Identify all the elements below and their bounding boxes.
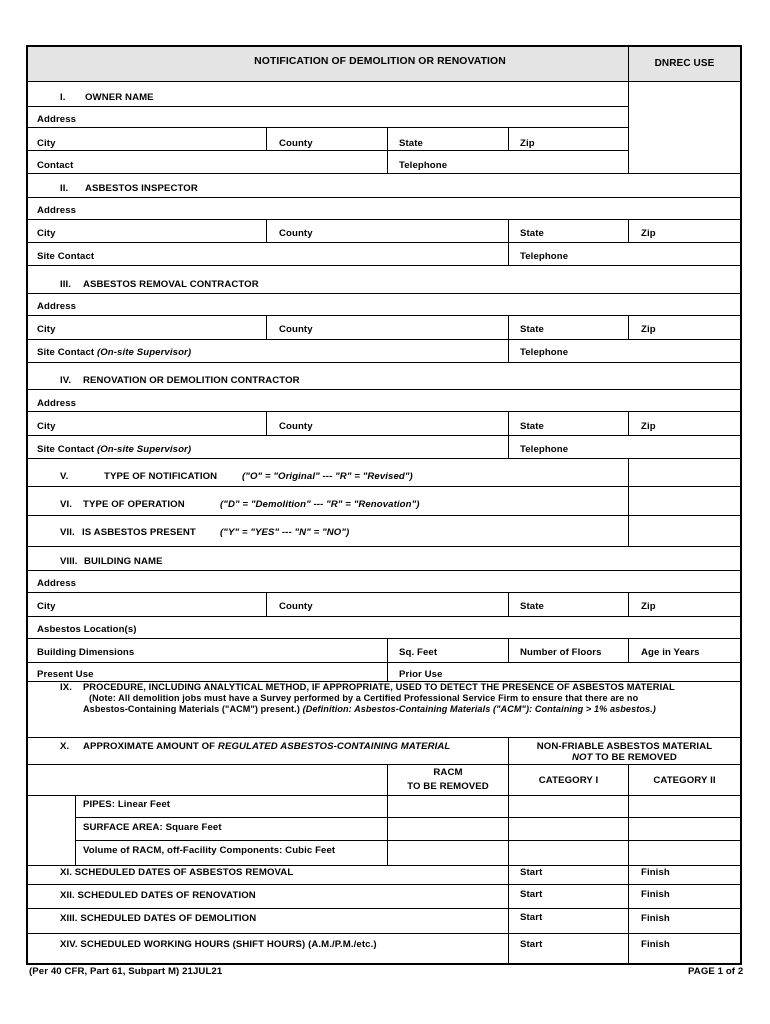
working-hours-label: XIV. SCHEDULED WORKING HOURS (SHIFT HOURS) (A.M./P.M./etc.) <box>60 939 377 950</box>
rule <box>508 592 509 616</box>
rule <box>508 127 509 150</box>
owner-section-number: I. <box>60 92 66 103</box>
rule <box>508 865 509 964</box>
removal-site-contact-label <box>37 347 191 358</box>
procedure-note-line1: (Note: All demolition jobs must have a Survey performed by a Certified Professional Service Firm to ensure that there are no <box>89 693 639 703</box>
rule <box>27 219 741 220</box>
amount-label-text: APPROXIMATE AMOUNT OF <box>83 741 216 752</box>
notification-number: V. <box>60 471 69 482</box>
owner-address-label: Address <box>37 114 77 125</box>
inspector-section-heading: ASBESTOS INSPECTOR <box>85 183 198 194</box>
amount-number: X. <box>60 741 70 752</box>
nonfriable-heading-line2 <box>509 752 740 763</box>
rule <box>387 638 388 681</box>
rule <box>75 795 76 865</box>
procedure-note-line2 <box>83 704 656 715</box>
rule <box>27 173 741 174</box>
removal-city-label: City <box>37 324 56 335</box>
asbestos-location-label: Asbestos Location(s) <box>37 624 137 635</box>
rule <box>27 908 741 909</box>
rule <box>27 884 741 885</box>
rule <box>27 435 741 436</box>
sq-feet-label: Sq. Feet <box>399 647 438 658</box>
present-label: IS ASBESTOS PRESENT <box>82 527 196 538</box>
rule <box>27 293 741 294</box>
footer-citation: (Per 40 CFR, Part 61, Subpart M) 21JUL21 <box>29 966 223 977</box>
rule <box>27 616 741 617</box>
renovation-site-contact-note: (On-site Supervisor) <box>96 444 192 455</box>
removal-state-label: State <box>520 324 544 335</box>
rule <box>628 865 629 964</box>
rule <box>27 458 741 459</box>
building-county-label: County <box>279 601 313 612</box>
inspector-city-label: City <box>37 228 56 239</box>
rule <box>508 638 509 662</box>
rule <box>387 764 388 865</box>
rule <box>27 242 741 243</box>
renovation-section-heading: RENOVATION OR DEMOLITION CONTRACTOR <box>83 375 300 386</box>
rule <box>27 592 741 593</box>
rule <box>27 737 741 738</box>
rule <box>27 486 741 487</box>
surface-area-label: SURFACE AREA: Square Feet <box>83 822 222 833</box>
inspector-section-number: II. <box>60 183 69 194</box>
demolition-start-label: Start <box>520 912 543 923</box>
rule <box>628 592 629 616</box>
pipes-label: PIPES: Linear Feet <box>83 799 171 810</box>
amount-label <box>83 741 450 752</box>
renovation-county-label: County <box>279 421 313 432</box>
renovation-address-label: Address <box>37 398 77 409</box>
notification-label: TYPE OF NOTIFICATION <box>104 471 218 482</box>
rule <box>75 840 741 841</box>
removal-start-label: Start <box>520 867 543 878</box>
age-label: Age in Years <box>641 647 700 658</box>
rule <box>628 638 629 662</box>
owner-zip-label: Zip <box>520 138 535 149</box>
rule <box>27 339 741 340</box>
removal-section-number: III. <box>60 279 72 290</box>
rule <box>27 638 741 639</box>
rule <box>27 795 741 796</box>
owner-city-label: City <box>37 138 56 149</box>
rule <box>27 865 741 866</box>
form-title: NOTIFICATION OF DEMOLITION OR RENOVATION <box>254 56 506 67</box>
category-2-heading: CATEGORY II <box>653 775 716 786</box>
rule <box>628 315 629 339</box>
renovation-start-label: Start <box>520 889 543 900</box>
racm-heading-line1: RACM <box>433 767 463 778</box>
racm-heading-line2: TO BE REMOVED <box>407 781 489 792</box>
rule <box>628 219 629 242</box>
operation-options: ("D" = "Demolition" --- "R" = "Renovation") <box>220 499 420 510</box>
rule <box>27 106 628 107</box>
building-zip-label: Zip <box>641 601 656 612</box>
rule <box>266 315 267 339</box>
present-options: ("Y" = "YES" --- "N" = "NO") <box>220 527 350 538</box>
building-address-label: Address <box>37 578 77 589</box>
rule <box>27 315 741 316</box>
rule <box>27 81 741 82</box>
rule <box>266 592 267 616</box>
building-name-label: BUILDING NAME <box>84 556 163 567</box>
inspector-zip-label: Zip <box>641 228 656 239</box>
present-number: VII. <box>60 527 75 538</box>
renovation-site-contact-label <box>37 444 191 455</box>
removal-telephone-label: Telephone <box>520 347 569 358</box>
rule <box>27 764 741 765</box>
demolition-dates-label: XIII. SCHEDULED DATES OF DEMOLITION <box>60 913 257 924</box>
rule <box>266 219 267 242</box>
rule <box>628 411 629 435</box>
building-number: VIII. <box>60 556 78 567</box>
removal-site-contact-text: Site Contact <box>37 347 95 358</box>
inspector-site-contact-label: Site Contact <box>37 251 95 262</box>
renovation-state-label: State <box>520 421 544 432</box>
volume-label: Volume of RACM, off-Facility Components: Cubic Feet <box>83 845 336 856</box>
inspector-telephone-label: Telephone <box>520 251 569 262</box>
nonfriable-heading-line1: NON-FRIABLE ASBESTOS MATERIAL <box>536 741 713 752</box>
category-1-heading: CATEGORY I <box>538 775 599 786</box>
rule <box>27 389 741 390</box>
operation-label: TYPE OF OPERATION <box>83 499 185 510</box>
floors-label: Number of Floors <box>520 647 602 658</box>
hours-finish-label: Finish <box>641 939 670 950</box>
owner-telephone-label: Telephone <box>399 160 448 171</box>
hours-start-label: Start <box>520 939 543 950</box>
inspector-county-label: County <box>279 228 313 239</box>
demolition-finish-label: Finish <box>641 913 670 924</box>
nonfriable-not: NOT <box>572 752 593 763</box>
border-left <box>26 45 28 964</box>
rule <box>27 411 741 412</box>
owner-state-label: State <box>399 138 423 149</box>
procedure-note-definition: (Definition: Asbestos-Containing Materials ("ACM"): Containing > 1% asbestos.) <box>302 704 656 714</box>
rule <box>266 411 267 435</box>
removal-site-contact-note: (On-site Supervisor) <box>96 347 192 358</box>
inspector-address-label: Address <box>37 205 77 216</box>
rule <box>628 458 629 546</box>
building-state-label: State <box>520 601 544 612</box>
renovation-dates-label: XII. SCHEDULED DATES OF RENOVATION <box>60 890 256 901</box>
present-use-label: Present Use <box>37 669 94 680</box>
footer-page-number: PAGE 1 of 2 <box>688 966 744 977</box>
removal-address-label: Address <box>37 301 77 312</box>
rule <box>27 150 628 151</box>
rule <box>266 127 267 150</box>
building-dimensions-label: Building Dimensions <box>37 647 135 658</box>
renovation-section-number: IV. <box>60 375 72 386</box>
procedure-note-acm: Asbestos-Containing Materials ("ACM") present.) <box>83 704 300 714</box>
renovation-zip-label: Zip <box>641 421 656 432</box>
inspector-state-label: State <box>520 228 544 239</box>
prior-use-label: Prior Use <box>399 669 443 680</box>
amount-label-italic: REGULATED ASBESTOS-CONTAINING MATERIAL <box>217 741 451 752</box>
border-bottom <box>26 963 742 965</box>
rule <box>27 570 741 571</box>
operation-number: VI. <box>60 499 73 510</box>
rule <box>27 546 741 547</box>
procedure-number: IX. <box>60 682 73 693</box>
nonfriable-to-be-removed: TO BE REMOVED <box>595 752 677 763</box>
renovation-site-contact-text: Site Contact <box>37 444 95 455</box>
owner-county-label: County <box>279 138 313 149</box>
notification-options: ("O" = "Original" --- "R" = "Revised") <box>242 471 413 482</box>
procedure-label: PROCEDURE, INCLUDING ANALYTICAL METHOD, IF APPROPRIATE, USED TO DETECT THE PRESENCE OF ASBESTOS MATERIAL <box>83 682 675 692</box>
rule <box>27 933 741 934</box>
border-right <box>740 45 742 964</box>
owner-contact-label: Contact <box>37 160 74 171</box>
removal-dates-label: XI. SCHEDULED DATES OF ASBESTOS REMOVAL <box>60 867 294 878</box>
removal-finish-label: Finish <box>641 867 670 878</box>
renovation-finish-label: Finish <box>641 889 670 900</box>
rule <box>27 265 741 266</box>
dnrec-use-label: DNREC USE <box>654 58 715 69</box>
rule <box>27 662 741 663</box>
rule <box>75 817 741 818</box>
removal-zip-label: Zip <box>641 324 656 335</box>
removal-section-heading: ASBESTOS REMOVAL CONTRACTOR <box>83 279 259 290</box>
building-city-label: City <box>37 601 56 612</box>
renovation-telephone-label: Telephone <box>520 444 569 455</box>
rule <box>27 515 741 516</box>
rule <box>27 127 628 128</box>
owner-section-heading: OWNER NAME <box>85 92 154 103</box>
border-top <box>26 45 741 47</box>
renovation-city-label: City <box>37 421 56 432</box>
rule <box>27 197 741 198</box>
removal-county-label: County <box>279 324 313 335</box>
rule <box>27 362 741 363</box>
